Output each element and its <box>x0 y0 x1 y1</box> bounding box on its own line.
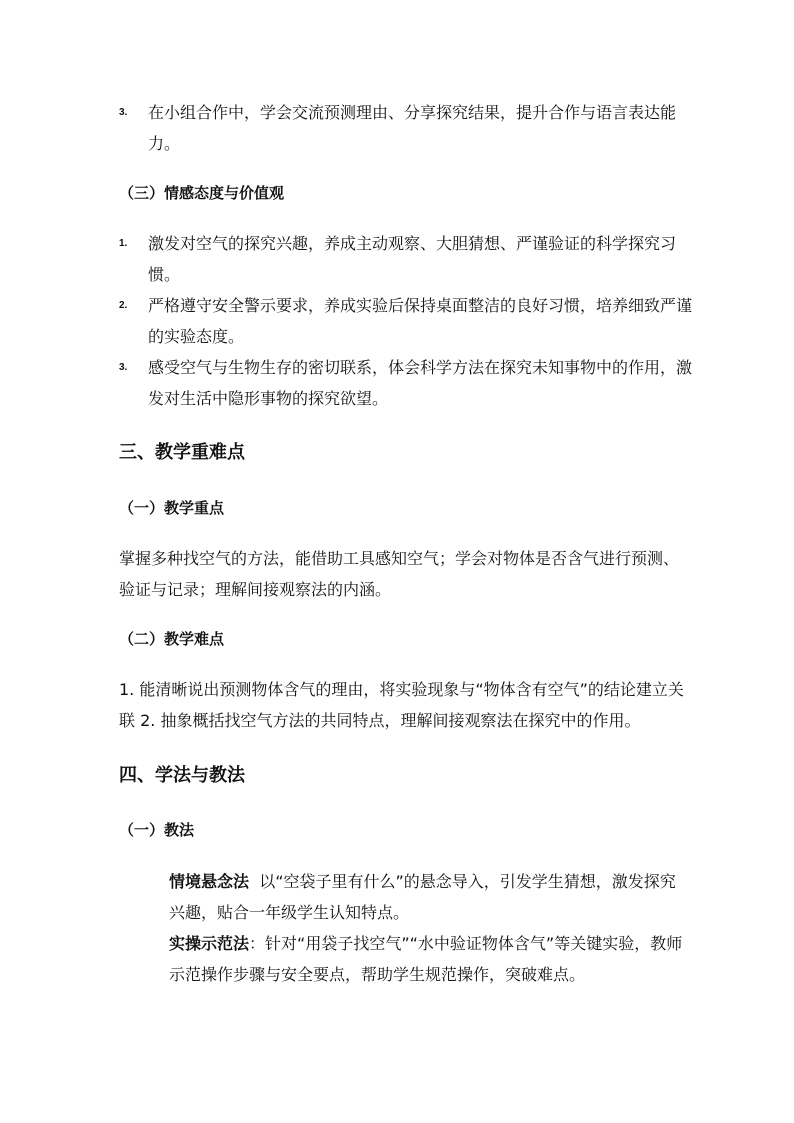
section-heading-methods: 四、学法与教法 <box>119 765 245 786</box>
method-text: 以“空袋子里有什么”的悬念导入，引发学生猜想，激发探究兴趣，贴合一年级学生认知特点。 <box>169 872 676 922</box>
method-separator: ： <box>249 934 266 953</box>
method-label: 情境悬念法 <box>169 872 250 891</box>
list-number: 1. <box>119 238 128 249</box>
difficulty-paragraph: 1. 能清晰说出预测物体含气的理由，将实验现象与“物体含有空气”的结论建立关联 2. 抽象概括找空气方法的共同特点，理解间接观察法在探究中的作用。 <box>119 680 684 730</box>
list-item <box>119 290 694 352</box>
subsection-heading-attitude: （三）情感态度与价值观 <box>119 184 285 202</box>
subsection-heading-focus: （一）教学重点 <box>119 499 225 517</box>
list-number: 3. <box>119 107 128 118</box>
method-separator <box>249 872 259 891</box>
section-heading-key-points: 三、教学重难点 <box>119 442 245 463</box>
list-item <box>119 352 694 414</box>
method-label: 实操示范法 <box>169 934 250 953</box>
list-item <box>119 97 694 159</box>
list-number: 2. <box>119 300 128 311</box>
subsection-heading-difficulty: （二）教学难点 <box>119 630 225 648</box>
method-text: 针对“用袋子找空气”“水中验证物体含气”等关键实验，教师示范操作步骤与安全要点，帮助学生规范操作，突破难点。 <box>169 934 683 984</box>
list-item-text: 在小组合作中，学会交流预测理由、分享探究结果，提升合作与语言表达能力。 <box>148 103 677 153</box>
focus-paragraph: 掌握多种找空气的方法，能借助工具感知空气；学会对物体是否含气进行预测、验证与记录；理解间接观察法的内涵。 <box>119 549 680 599</box>
method-item <box>169 928 689 990</box>
list-item-text: 激发对空气的探究兴趣，养成主动观察、大胆猜想、严谨验证的科学探究习惯。 <box>148 234 677 284</box>
list-item-text: 严格遵守安全警示要求，养成实验后保持桌面整洁的良好习惯，培养细致严谨的实验态度。 <box>148 296 693 346</box>
list-item-text: 感受空气与生物生存的密切联系，体会科学方法在探究未知事物中的作用，激发对生活中隐形事物的探究欲望。 <box>148 358 693 408</box>
method-item <box>169 866 689 928</box>
list-number: 3. <box>119 362 128 373</box>
list-item <box>119 228 694 290</box>
subsection-heading-teaching-methods: （一）教法 <box>119 821 195 839</box>
